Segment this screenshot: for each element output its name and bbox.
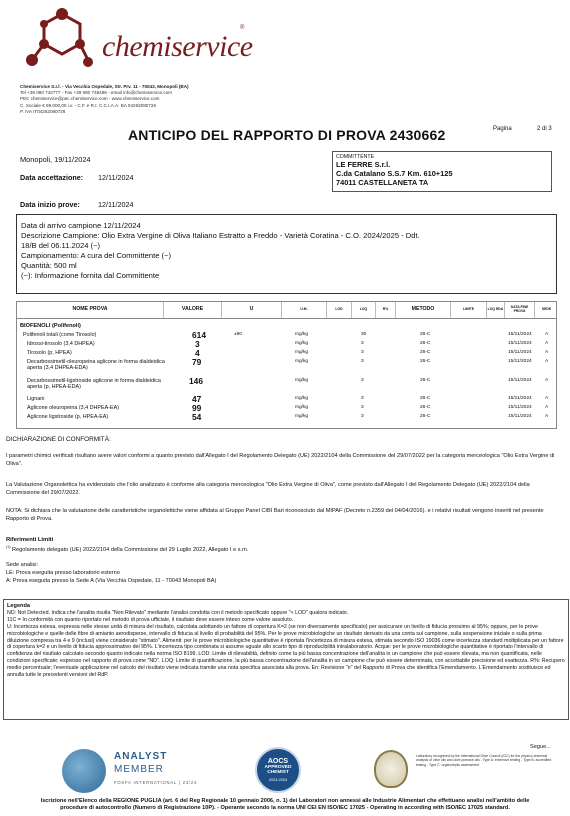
ioc-text: Laboratory recognized by the International Olive Council (IOC) for the physico-chemical analysis of olive oils and olive-pomace oils - Type A: extensive testing - Type B: accredited testing - Type C: organoleptic assessment [416,754,552,767]
test-method: 26-C [420,396,431,401]
test-name: Aglicone oleuropeina (3,4 DHPEA-EA) [27,405,119,411]
company-line: P. IVA IT04262080726 [20,108,66,114]
site-line: LE: Prova eseguita presso laboratorio esterno [6,570,120,576]
company-line: Chemiservice S.r.l. - Via Vecchia Ospedale, Str. Prv. 11 - 70043, Monopoli (BA) [20,84,189,89]
test-value: 614 [192,330,206,340]
test-unit: mg/kg [295,378,309,383]
header-unit: U.M. [282,302,327,318]
acceptance-date: 12/11/2024 [98,173,134,182]
test-unit: mg/kg [295,405,309,410]
test-date: 15/11/2024 [508,396,532,401]
legend-title: Legenda [7,603,31,609]
page-label: Pagina [493,126,512,132]
reference-text: Regolamento delegato (UE) 2022/2104 della Commissione del 29 Luglio 2022, Allegato I e s.m. [11,546,249,553]
test-unit: mg/kg [295,350,309,355]
test-loq: 30 [361,332,367,337]
test-site: A [545,396,549,401]
test-value: 54 [192,412,202,422]
test-unit: mg/kg [295,396,309,401]
header-value: VALORE [164,302,222,318]
test-site: A [545,332,549,337]
test-name: Lignani [27,396,45,402]
test-loq: 3 [361,378,364,383]
test-loq: 3 [361,350,364,355]
report-title: ANTICIPO DEL RAPPORTO DI PROVA 2430662 [128,127,446,143]
header-loq: LOQ [352,302,376,318]
aocs-approved: APPROVED CHEMIST [264,765,292,776]
analyst-title: ANALYST [114,751,168,762]
site-line: A: Prova eseguita presso la Sede A (Via Vecchia Ospedale, 11 - 70043 Monopoli BA) [6,578,217,584]
test-loq: 3 [361,405,364,410]
test-loq: 3 [361,396,364,401]
test-value: 99 [192,403,202,413]
test-value: 4 [195,348,200,358]
sample-line: (~): Informazione fornita dal Committente [21,271,160,281]
legend-line: U: Incertezza estesa, espressa nelle stesse unità di misura del risultato, calcolata adottando un fattore di copertura K=2 (se non diversamente specificato) per assicurare un livello di fiducia prossimo al 95%; oppure, per le prove microbiologiche e quelle delle fibre di amianto aerodisperse, intervallo di fiducia al livello di probabilità del 95%. Per le prove microbiologiche un risultato derivato da una conta sul campione, sulla sospensione iniziale o sulla prima diluizione compresa tra 4 e 9 (inclusi) viene considerato "stimato". Alimenti: per le prove microbiologiche quantitative è riportata l'incertezza di misura estesa, stimata secondo ISO 19036 come incertezza standard moltiplicata per un fattore di copertura k=2 e un livello di fiducia approssimativo del 95%. L'incertezza tipo combinata si assume uguale allo scarto tipo di riproducibilità intralaboratorio. Acque: per le prove microbiologiche quantitative è riportato l'intervallo di confidenza del risultato calcolato secondo quanto indicato nella norma ISO 8199. LOD: Limite di rilevabilità, definito come la più bassa concentrazione dell'analita in un campione che può essere rilevata, ma non quantificata, nelle condizioni specificate; espresso nel rapporto di prova come "ND". LOQ: Limite di quantificazione, la più bassa concentrazione dell'analita in un campione che può essere determinata, con accettabile precisione ed esattezza. R%: Recupero medio percentuale; l'eventuale applicazione nel calcolo del risultato viene indicata tramite una nota specifica associata alla prova. En: Revisione "n" del Rapporto di Prova che identifica l'Emendamento. L'Emendamento sostituisce ed annulla tutte le precedenti versioni del RdP. [7,623,565,679]
sample-line: Quantità: 500 ml [21,261,77,271]
test-uncertainty: ±90 [234,332,242,337]
start-label: Data inizio prove: [20,200,80,209]
aocs-badge [255,747,301,793]
test-method: 26-C [420,414,431,419]
test-name: Decarbossimetil-oleuropeina aglicone in forma dialdeidica aperta (3,4 DHPEA-EDA) [27,359,165,372]
brand-name: chemiservice [102,30,253,63]
ioc-badge [370,744,555,794]
sample-box [16,214,557,294]
test-date: 15/11/2024 [508,341,532,346]
molecule-icon [22,8,102,78]
header-method: METODO [396,302,451,318]
sample-line: Campionamento: A cura del Committente (~) [21,251,172,261]
test-method: 26-C [420,350,431,355]
registered-mark: ® [240,25,245,31]
start-date: 12/11/2024 [98,200,134,209]
test-site: A [545,350,549,355]
ioc-emblem-icon [374,750,408,788]
test-unit: mg/kg [295,414,309,419]
company-info [20,84,260,115]
test-date: 15/11/2024 [508,332,532,337]
test-loq: 3 [361,359,364,364]
test-site: A [545,378,549,383]
aocs-years: 2023-2024 [268,777,288,782]
footer-line: procedure di autocontrollo (Numero di Registrazione 10P). - Operante secondo la norma UNI CEI EN ISO/IEC 17025 - Operating in according with ISO/IEC 17025 standard. [60,805,510,812]
test-value: 146 [189,376,203,386]
conformity-paragraph: I parametri chimici verificati risultano avere valori conformi a quanto previsto dall'Allegato I del Regolamento Delegato (UE) 2022/2104 della Commissione del 29/07/2022 per la categoria merceologica "Olio Extra Vergine di Oliva". [6,453,555,467]
sample-line: Descrizione Campione: Olio Extra Vergine di Oliva Italiano Estratto a Freddo - Varietà Coratina - C.O. 2024/2025 - Ddt. [21,231,420,241]
company-line: Tel +39 080 742777 - Fax +39 080 748486 - email info@chemiservice.com [20,90,173,96]
test-method: 26-C [420,359,431,364]
test-method: 26-C [420,332,431,337]
test-value: 47 [192,394,202,404]
test-date: 15/11/2024 [508,350,532,355]
conformity-title: DICHIARAZIONE DI CONFORMITÀ: [6,436,111,443]
page-number: 2 di 3 [537,126,552,132]
legend-line: 11C = In conformità con quanto riportato nel metodo di prova ufficiale, il risultato deve essere inteso come valore assoluto. [7,616,294,623]
footer [10,798,560,813]
test-site: A [545,405,549,410]
header-limit: LIMITE [451,302,487,318]
test-method: 26-C [420,405,431,410]
header-site: SEDE [541,307,552,312]
results-table [16,301,557,429]
legend-box [3,599,569,720]
test-unit: mg/kg [295,359,309,364]
header-name: NOME PROVA [17,302,164,318]
test-name: Idrossi-tirosolo (3,4 DHPEA) [27,341,95,347]
header-rec: R% [376,302,396,318]
aocs-title: AOCS [267,758,289,765]
test-unit: mg/kg [295,332,309,337]
test-value: 3 [195,339,200,349]
place-date: Monopoli, 19/11/2024 [20,155,91,164]
legend-line: ND: Not Detected. Indica che l'analita risulta "Non Rilevato" mediante l'analisi condotta con il metodo specificato oppure "< LOD" qualora indicato. [7,609,349,616]
sample-line: 18/B del 06.11.2024 (~) [21,241,101,251]
acceptance-label: Data accettazione: [20,173,84,182]
sites-title: Sede analisi: [6,562,39,568]
test-date: 15/11/2024 [508,405,532,410]
test-method: 26-C [420,378,431,383]
test-name: Aglicone ligstroside (p, HPEA-EA) [27,414,109,420]
client-heading: COMMITTENTE [336,154,375,160]
header-lod: LOD [327,302,352,318]
test-loq: 3 [361,414,364,419]
analyst-org: FOSFA INTERNATIONAL | 23/24 [114,780,198,785]
test-name: Polifenoli totali (come Tirosolo) [23,332,97,338]
analyst-member: MEMBER [114,764,164,775]
test-unit: mg/kg [295,341,309,346]
test-group: BIOFENOLI (Polifenoli) [20,323,81,329]
continue-text: Segue... [530,744,551,750]
test-date: 15/11/2024 [508,414,532,419]
test-date: 15/11/2024 [508,378,532,383]
note-paragraph: NOTA: Si dichiara che la valutazione delle caratteristiche organolettiche viene affidata al Gruppo Panel CIBI Bari riconosciuto dal MIPAF (Decreto n.2359 del 04/04/2016). e i relativi risultati vengono inseriti nel presente Rapporto di Prova. [6,508,544,522]
client-box [332,151,552,192]
test-name: Tirosolo (p, HPEA) [27,350,72,356]
globe-icon [62,749,106,793]
client-address: C.da Catalano S.S.7 Km. 610+125 [336,169,453,178]
company-line: PEC chemiservice@pec.chemiservice.com - www.chemiservice.com [20,96,160,102]
header-u: U [222,302,282,318]
client-name: LE FERRE S.r.l. [336,160,391,169]
header-loq-rda: LOQ RDA [487,302,505,318]
test-method: 26-C [420,341,431,346]
company-line: C. Sociale € 99.000,00 i.v. - C.F. e R.I. C.C.I.A.A. BA 04262080726 [20,102,157,108]
company-logo [22,8,252,78]
test-loq: 3 [361,341,364,346]
test-name: Decarbossimetil-ligstroside aglicone in forma dialdeidica aperta (p, HPEA-EDA) [27,378,161,391]
reference-line [6,545,248,553]
test-site: A [545,359,549,364]
test-date: 15/11/2024 [508,359,532,364]
header-end-date: DATA FINE PROVA [505,302,535,318]
client-city: 74011 CASTELLANETA TA [336,178,429,187]
organoleptic-paragraph: La Valutazione Organolettica ha evidenziato che l'olio analizzato è conforme alla categoria merceologica "Olio Extra Vergine di Oliva", come previsto dall'Allegato I del Regolamento Delegato (UE) 2022/2104 della Commissione del 29/07/2022. [6,482,530,496]
sample-line: Data di arrivo campione 12/11/2024 [21,221,141,230]
test-value: 79 [192,357,202,367]
analyst-badge [62,749,198,793]
reference-note: (1) [6,545,11,549]
footer-line: Iscrizione nell'Elenco della REGIONE PUGLIA (art. 6 del Reg Regionale 10 gennaio 2006, n. 1) dei Laboratori non annessi alle Industrie Alimentari che effettuano analisi nell'ambito delle [40,798,530,804]
references-title: Riferimenti Limiti [6,537,54,543]
table-header [17,302,556,319]
test-site: A [545,341,549,346]
test-site: A [545,414,549,419]
